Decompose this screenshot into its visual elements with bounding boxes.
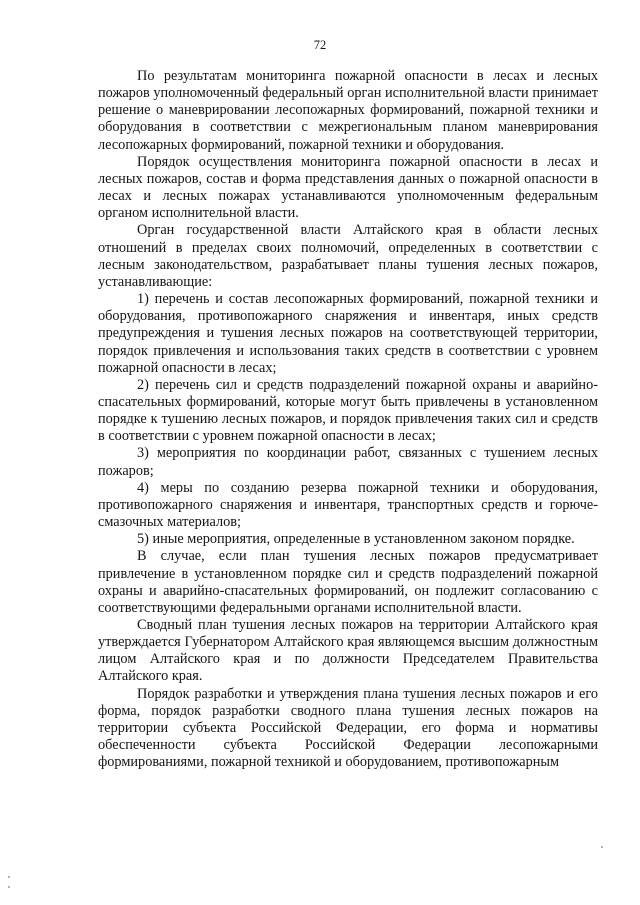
paragraph-extinguishing-plans: Орган государственной власти Алтайского края в области лесных отношений в пределах своих полномочий, определенных в соответствии с лесным законодательством, разрабатывает планы тушения лесных пожаров, устанавливающие: bbox=[98, 222, 598, 290]
page-number: 72 bbox=[313, 38, 327, 52]
paragraph-consolidated-plan: Сводный план тушения лесных пожаров на территории Алтайского края утверждается Губернатором Алтайского края являющемся высшим должностным лицом Алтайского края и по должности Председателем Правительства Алтайского края. bbox=[98, 617, 598, 685]
paragraph-monitoring-procedure: Порядок осуществления мониторинга пожарной опасности в лесах и лесных пожаров, состав и форма представления данных о пожарной опасности в лесах и лесных пожарах устанавливаются уполномоченным федеральным органом исполнительной власти. bbox=[98, 153, 598, 222]
list-item-2: 2) перечень сил и средств подразделений пожарной охраны и аварийно-спасательных формирований, которые могут быть привлечены в установленном порядке к тушению лесных пожаров, и порядок привлечения таких сил и средств в соответствии с уровнем пожарной опасности в лесах; bbox=[98, 376, 598, 445]
document-body bbox=[98, 68, 598, 771]
paragraph-development-procedure: Порядок разработки и утверждения плана тушения лесных пожаров и его форма, порядок разработки сводного плана тушения лесных пожаров на территории субъекта Российской Федерации, его форма и нормативы обеспеченности субъекта Российской Федерации лесопожарными формированиями, пожарной техникой и оборудованием, противопожарным bbox=[98, 685, 598, 771]
paragraph-plan-approval: В случае, если план тушения лесных пожаров предусматривает привлечение в установленном порядке сил и средств подразделений пожарной охраны и аварийно-спасательных формирований, он подлежит согласованию с соответствующими федеральными органами исполнительной власти. bbox=[98, 548, 598, 616]
list-item-4: 4) меры по созданию резерва пожарной техники и оборудования, противопожарного снаряжения и инвентаря, транспортных средств и горюче-смазочных материалов; bbox=[98, 479, 598, 531]
list-item-3: 3) мероприятия по координации работ, связанных с тушением лесных пожаров; bbox=[98, 445, 598, 479]
scan-speck bbox=[601, 846, 603, 848]
list-item-1: 1) перечень и состав лесопожарных формирований, пожарной техники и оборудования, противопожарного снаряжения и инвентаря, иных средств предупреждения и тушения лесных пожаров на соответствующей территории, порядок привлечения и использования таких средств в соответствии с уровнем пожарной опасности в лесах; bbox=[98, 291, 598, 376]
scan-speck bbox=[8, 886, 10, 888]
list-item-5: 5) иные мероприятия, определенные в установленном законом порядке. bbox=[137, 531, 575, 548]
paragraph-maneuvering-decision: По результатам мониторинга пожарной опасности в лесах и лесных пожаров уполномоченный федеральный орган исполнительной власти принимает решение о маневрировании лесопожарных формирований, пожарной техники и оборудования в соответствии с межрегиональным планом маневрирования лесопожарных формирований, пожарной техники и оборудования. bbox=[98, 68, 598, 153]
scan-speck bbox=[8, 876, 10, 878]
